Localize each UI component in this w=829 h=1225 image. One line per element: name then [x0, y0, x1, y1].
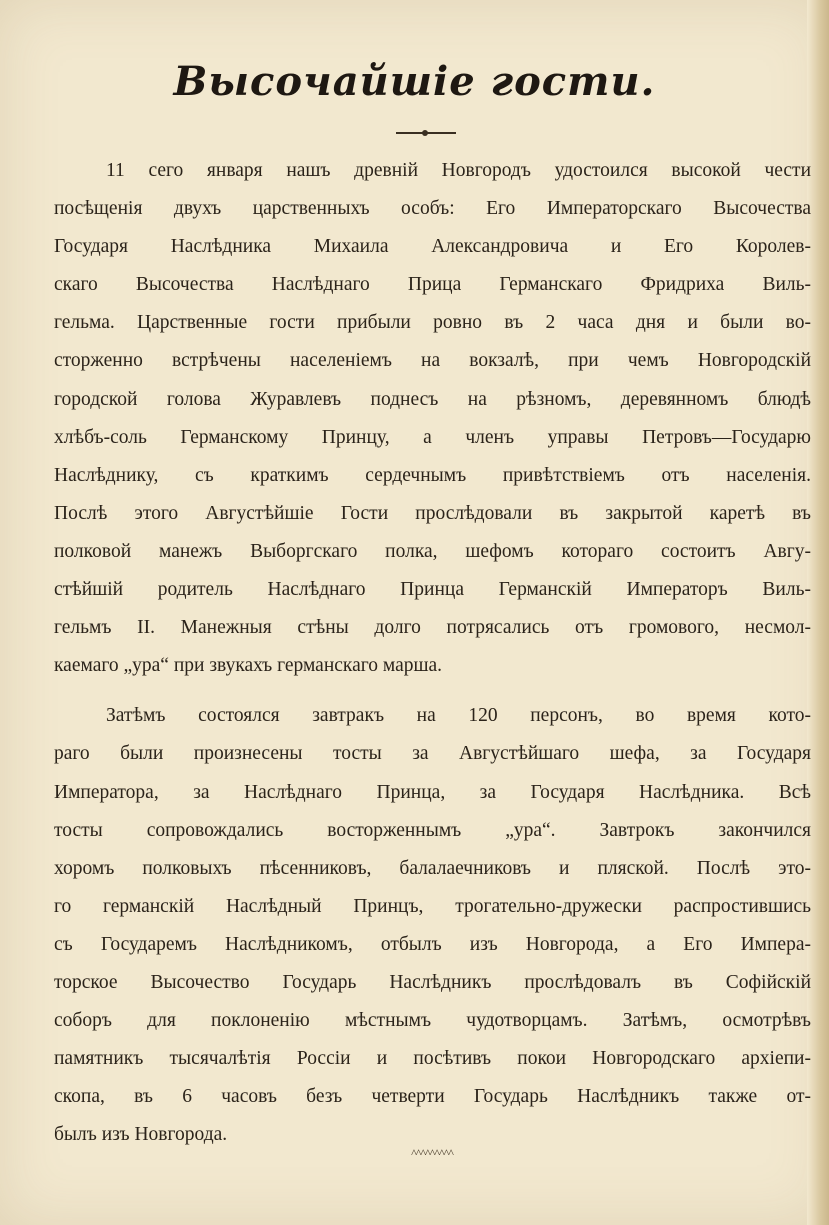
text-line: хлѣбъ-соль Германскому Принцу, а членъ управы Петровъ—Государю	[54, 426, 811, 448]
text-line: соборъ для поклоненію мѣстнымъ чудотворцамъ. Затѣмъ, осмотрѣвъ	[54, 1010, 811, 1032]
text-line: го германскій Наслѣдный Принцъ, трогательно-дружески распростившись	[54, 895, 811, 917]
title-rule-dot	[422, 130, 428, 136]
text-line: посѣщенія двухъ царственныхъ особъ: Его Императорскаго Высочества	[54, 198, 811, 220]
text-line: памятникъ тысячалѣтія Россіи и посѣтивъ покои Новгородскаго архіепи-	[54, 1048, 811, 1070]
end-ornament: ^^^^^^^^^	[411, 1146, 453, 1160]
text-line: торское Высочество Государь Наслѣдникъ прослѣдовалъ въ Софійскій	[54, 971, 811, 993]
paragraph-2	[54, 697, 811, 1154]
paragraph-gap	[54, 685, 811, 697]
text-line: Послѣ этого Августѣйшіе Гости прослѣдовали въ закрытой каретѣ въ	[54, 502, 811, 524]
text-line: гельма. Царственные гости прибыли ровно въ 2 часа дня и были во-	[54, 312, 811, 334]
text-line: раго были произнесены тосты за Августѣйшаго шефа, за Государя	[54, 743, 811, 765]
text-line: гельмъ II. Манежныя стѣны долго потрясались отъ громового, несмол-	[54, 617, 811, 639]
text-line: Затѣмъ состоялся завтракъ на 120 персонъ, во время кото-	[106, 705, 811, 727]
text-line: съ Государемъ Наслѣдникомъ, отбылъ изъ Новгорода, а Его Импера-	[54, 933, 811, 955]
text-line: былъ изъ Новгорода.	[54, 1124, 228, 1146]
text-line: 11 сего января нашъ древній Новгородъ удостоился высокой чести	[106, 160, 811, 181]
text-line: Государя Наслѣдника Михаила Александровича и Его Королев-	[54, 236, 811, 258]
article-body	[54, 152, 811, 1154]
text-line: хоромъ полковыхъ пѣсенниковъ, балалаечниковъ и пляской. Послѣ это-	[54, 857, 811, 879]
text-line: каемаго „ура“ при звукахъ германскаго марша.	[54, 655, 443, 677]
text-line: скопа, въ 6 часовъ безъ четверти Государь Наслѣдникъ также от-	[54, 1086, 811, 1108]
text-line: сторженно встрѣчены населеніемъ на вокзалѣ, при чемъ Новгородскій	[54, 350, 811, 372]
paragraph-1	[54, 152, 811, 685]
page-title: Высочайшіе гости.	[173, 58, 656, 105]
text-line: полковой манежъ Выборгскаго полка, шефомъ котораго состоитъ Авгу-	[54, 540, 811, 562]
text-line: Императора, за Наслѣднаго Принца, за Государя Наслѣдника. Всѣ	[54, 781, 811, 803]
text-line: скаго Высочества Наслѣднаго Прица Германскаго Фридриха Виль-	[54, 274, 811, 296]
text-line: Наслѣднику, съ краткимъ сердечнымъ привѣтствіемъ отъ населенія.	[54, 464, 811, 486]
text-line: стѣйшій родитель Наслѣднаго Принца Германскій Императоръ Виль-	[54, 579, 811, 601]
text-line: тосты сопровождались восторженнымъ „ура“. Завтрокъ закончился	[54, 819, 811, 841]
text-line: городской голова Журавлевъ поднесъ на рѣзномъ, деревянномъ блюдѣ	[54, 388, 811, 410]
